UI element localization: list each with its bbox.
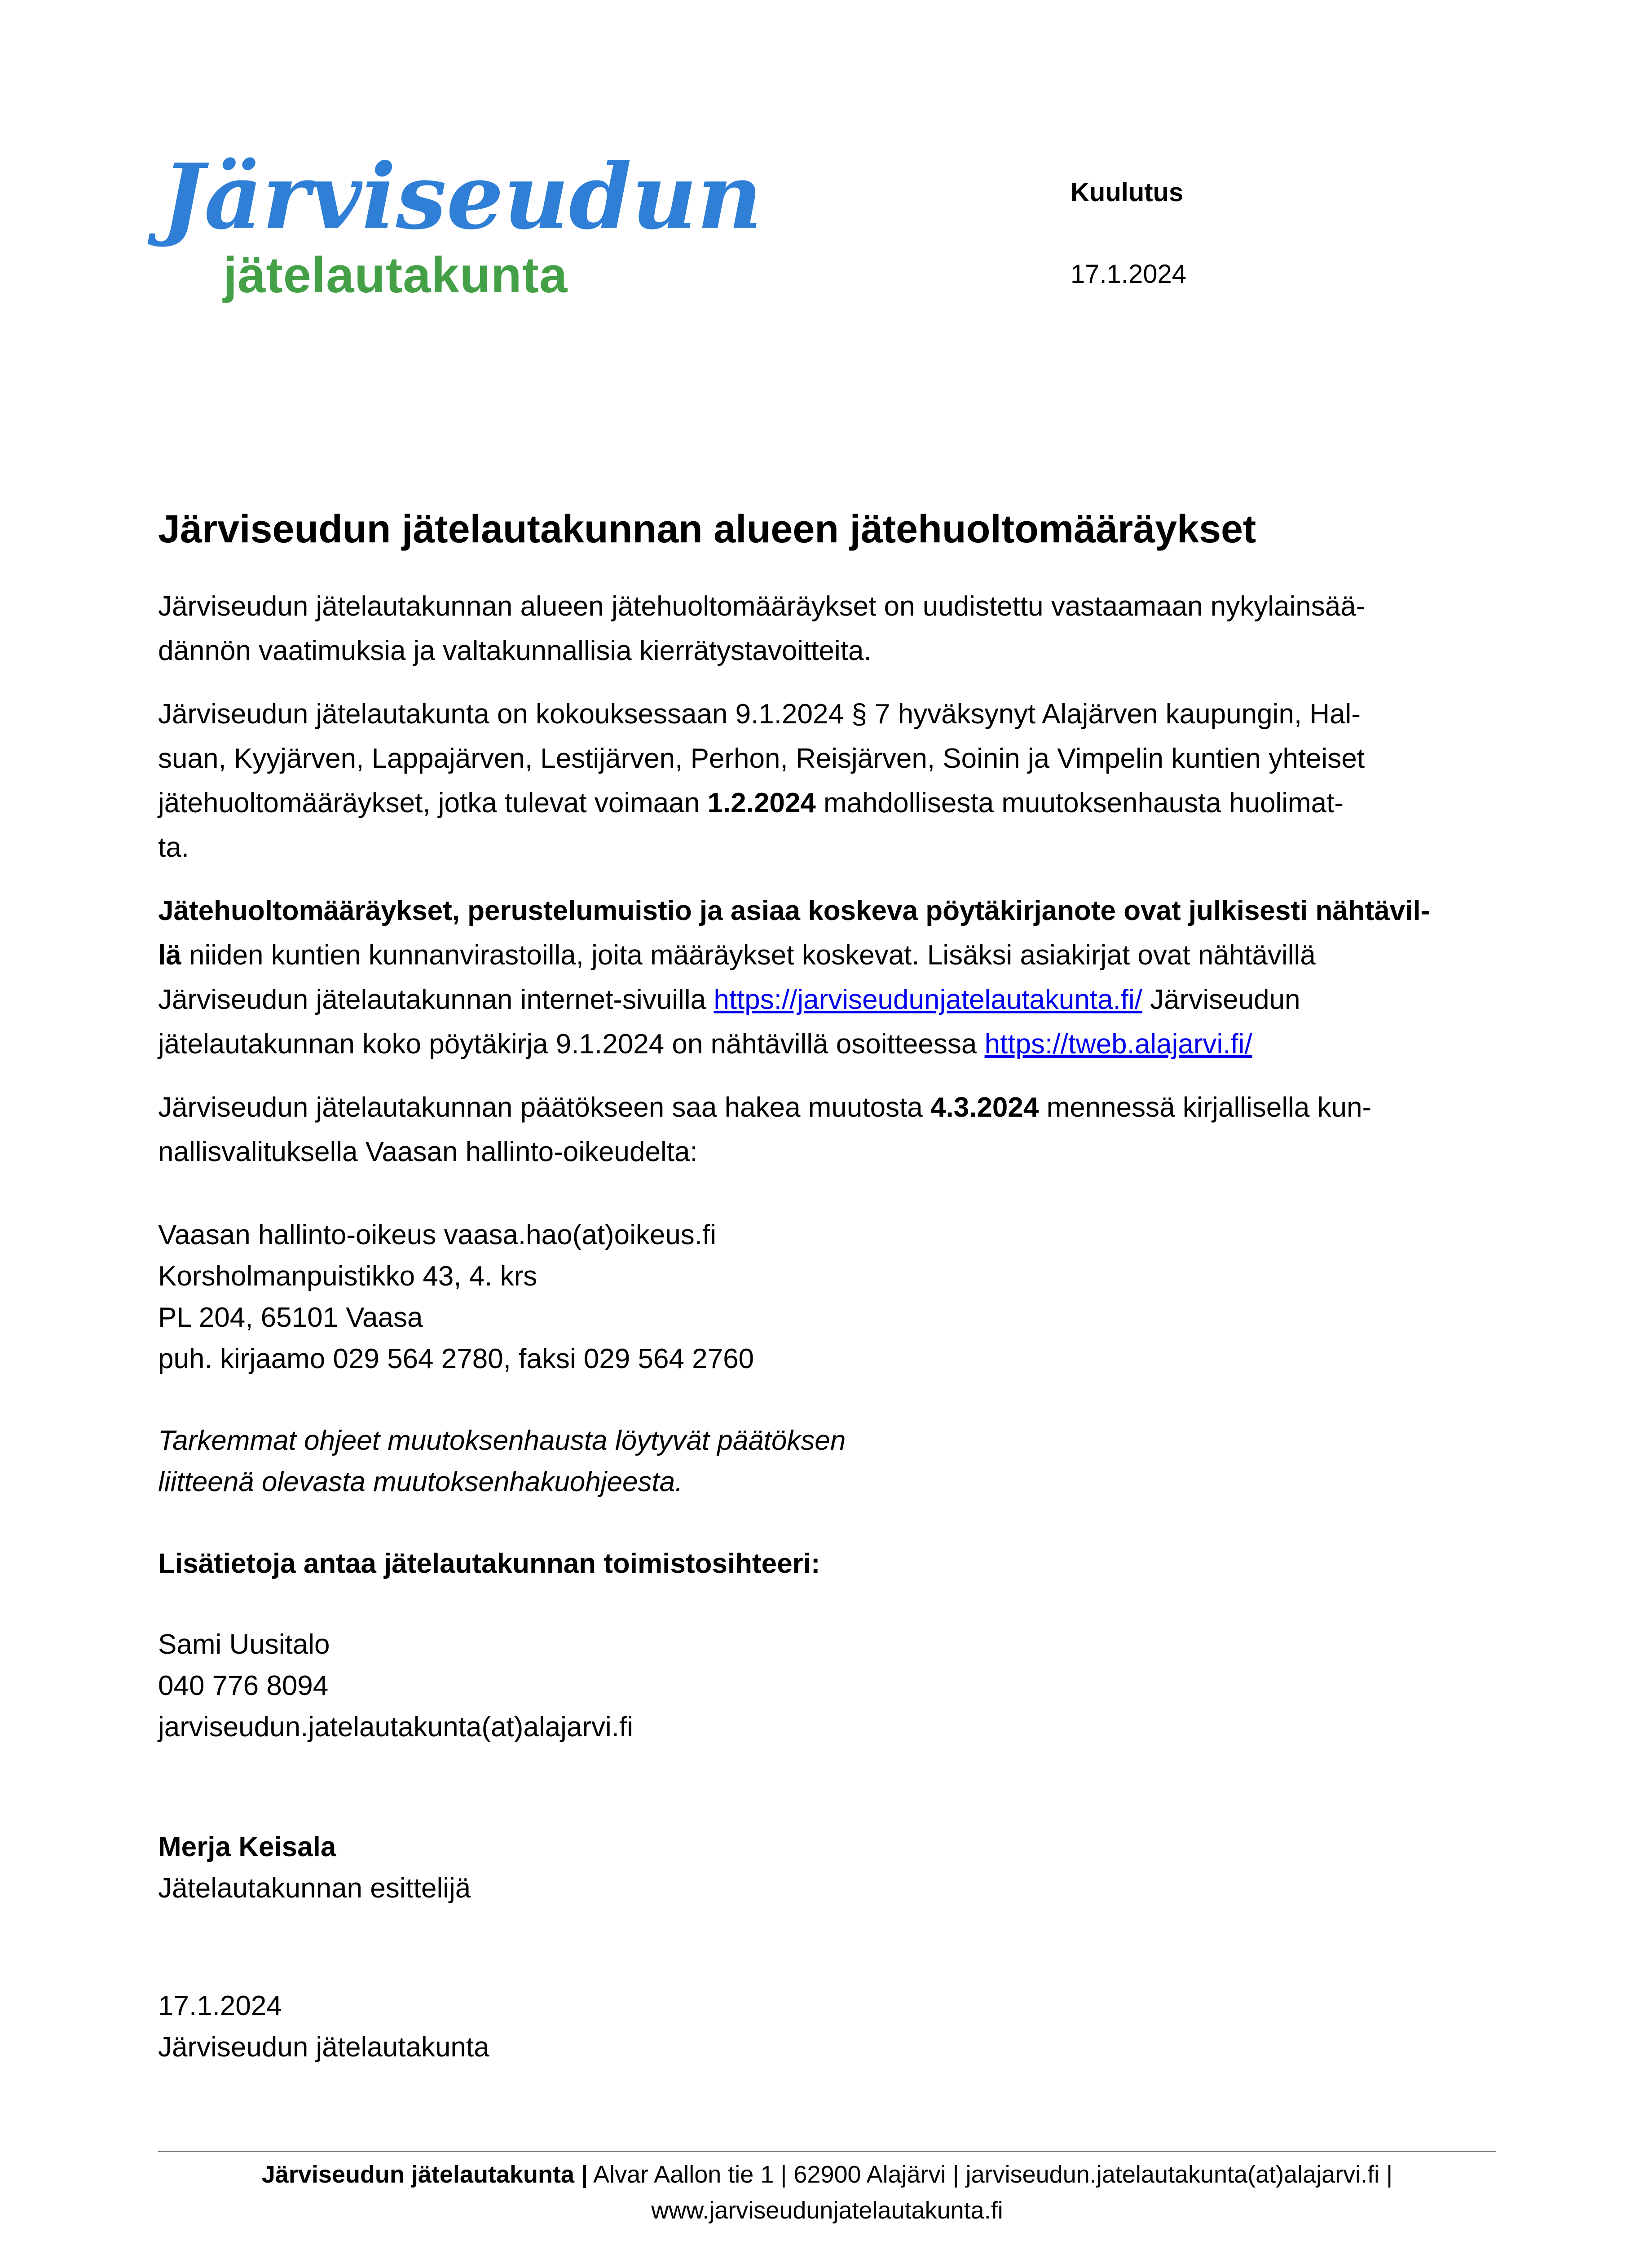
text-run: mennessä kirjallisella kun- xyxy=(1039,1092,1372,1123)
document-body xyxy=(158,505,1496,2068)
organization-logo xyxy=(158,144,762,314)
text-line: nallisvalituksella Vaasan hallinto-oikeudelta: xyxy=(158,1136,698,1167)
contact-name: Sami Uusitalo xyxy=(158,1629,330,1660)
address-line: puh. kirjaamo 029 564 2780, faksi 029 564 2760 xyxy=(158,1343,754,1374)
text-line: Tarkemmat ohjeet muutoksenhausta löytyvät päätöksen xyxy=(158,1425,846,1456)
closing-block xyxy=(158,1985,1496,2068)
address-line: Korsholmanpuistikko 43, 4. krs xyxy=(158,1260,537,1292)
footer-line xyxy=(158,2157,1496,2192)
signer-name: Merja Keisala xyxy=(158,1831,336,1862)
text-line: liitteenä olevasta muutoksenhakuohjeesta. xyxy=(158,1466,683,1497)
logo-script-wordmark xyxy=(158,144,762,260)
text-line: Järviseudun jätelautakunnan alueen jätehuoltomääräykset on uudistettu vastaamaan nykylainsää- xyxy=(158,590,1366,622)
paragraph-intro xyxy=(158,584,1496,673)
text-line xyxy=(158,933,1496,977)
text-line: ta. xyxy=(158,832,189,863)
paragraph-availability xyxy=(158,889,1496,1066)
text-line xyxy=(158,889,1496,933)
contact-details xyxy=(158,1624,1496,1748)
closing-date: 17.1.2024 xyxy=(158,1990,282,2021)
text-line: Järviseudun jätelautakunta on kokouksessaan 9.1.2024 § 7 hyväksynyt Alajärven kaupungin, Hal- xyxy=(158,698,1361,730)
text-line xyxy=(158,977,1496,1022)
document-date: 17.1.2024 xyxy=(1070,260,1187,289)
text-line xyxy=(158,1085,1496,1130)
text-run: mahdollisesta muutoksenhausta huolimat- xyxy=(815,787,1344,819)
text-run: Järviseudun jätelautakunnan päätökseen saa hakea muutosta xyxy=(158,1092,930,1123)
signer-role: Jätelautakunnan esittelijä xyxy=(158,1872,471,1904)
appeal-deadline: 4.3.2024 xyxy=(930,1092,1039,1123)
page-title: Järviseudun jätelautakunnan alueen jätehuoltomääräykset xyxy=(158,506,1256,551)
text-line: dännön vaatimuksia ja valtakunnallisia kierrätystavoitteita. xyxy=(158,635,872,666)
address-line: Vaasan hallinto-oikeus vaasa.hao(at)oikeus.fi xyxy=(158,1219,717,1250)
website-link[interactable]: https://jarviseudunjatelautakunta.fi/ xyxy=(714,984,1143,1015)
contact-phone: 040 776 8094 xyxy=(158,1670,329,1701)
text-run: niiden kuntien kunnanvirastoilla, joita määräykset koskevat. Lisäksi asiakirjat ovat nähtävillä xyxy=(181,939,1316,971)
footer-details: Alvar Aallon tie 1 | 62900 Alajärvi | jarviseudun.jatelautakunta(at)alajarvi.fi | xyxy=(588,2161,1393,2188)
text-run: jätehuoltomääräykset, jotka tulevat voimaan xyxy=(158,787,708,819)
text-line xyxy=(158,1022,1496,1066)
paragraph-appeal xyxy=(158,1085,1496,1174)
logo-script-text: Järviseudun xyxy=(162,144,762,250)
text-line xyxy=(158,781,1496,825)
address-line: PL 204, 65101 Vaasa xyxy=(158,1302,423,1333)
footer-divider xyxy=(158,2151,1496,2152)
footer-website: www.jarviseudunjatelautakunta.fi xyxy=(651,2197,1003,2224)
closing-org: Järviseudun jätelautakunta xyxy=(158,2031,489,2063)
text-run: jätelautakunnan koko pöytäkirja 9.1.2024 on nähtävillä osoitteessa xyxy=(158,1028,985,1060)
page-footer xyxy=(158,2157,1496,2228)
text-run: Järviseudun jätelautakunnan internet-sivuilla xyxy=(158,984,714,1015)
text-run: Järviseudun xyxy=(1142,984,1300,1015)
contact-heading: Lisätietoja antaa jätelautakunnan toimistosihteeri: xyxy=(158,1548,820,1579)
contact-email: jarviseudun.jatelautakunta(at)alajarvi.fi xyxy=(158,1711,634,1743)
bold-text: Jätehuoltomääräykset, perustelumuistio ja asiaa koskeva pöytäkirjanote ovat julkisesti nähtävil- xyxy=(158,895,1430,926)
court-address xyxy=(158,1215,1496,1380)
paragraph-approval xyxy=(158,692,1496,870)
document-type: Kuulutus xyxy=(1070,178,1184,207)
bold-text: lä xyxy=(158,939,181,971)
appeal-instructions-note xyxy=(158,1420,1496,1503)
logo-subtitle: jätelautakunta xyxy=(223,247,568,303)
footer-org: Järviseudun jätelautakunta | xyxy=(261,2161,588,2188)
effective-date: 1.2.2024 xyxy=(707,787,816,819)
text-line: suan, Kyyjärven, Lappajärven, Lestijärven, Perhon, Reisjärven, Soinin ja Vimpelin kuntien yhteiset xyxy=(158,743,1365,774)
minutes-link[interactable]: https://tweb.alajarvi.fi/ xyxy=(984,1028,1252,1060)
signature-block xyxy=(158,1827,1496,1909)
